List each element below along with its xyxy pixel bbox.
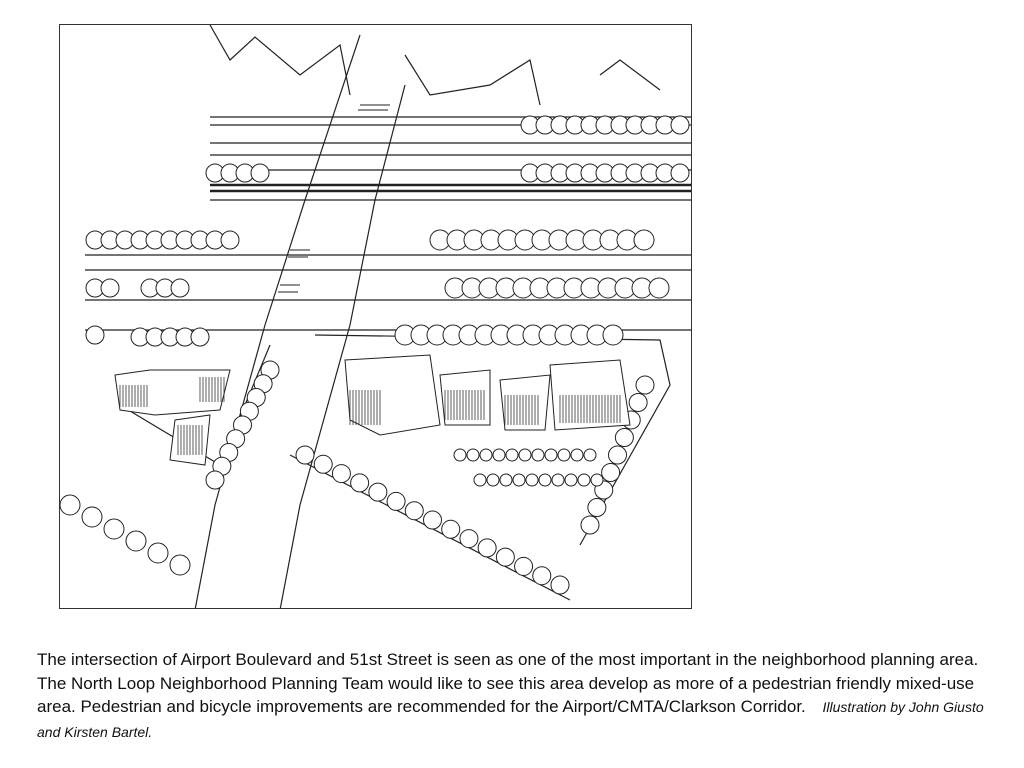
site-plan-sketch-icon [60,25,692,609]
caption [37,648,997,744]
site-plan-illustration [59,24,692,609]
caption-body: The intersection of Airport Boulevard and 51st Street is seen as one of the most important in the neighborhood planning area. The North Loop Neighborhood Planning Team would like to see this area develop as more of a pedestrian friendly mixed-use area. Pedestrian and bicycle improvements are recommended for the Airport/CMTA/Clarkson Corridor. [37,650,979,716]
caption-credit: Illustration by John Giusto and Kirsten Bartel. [37,699,984,740]
